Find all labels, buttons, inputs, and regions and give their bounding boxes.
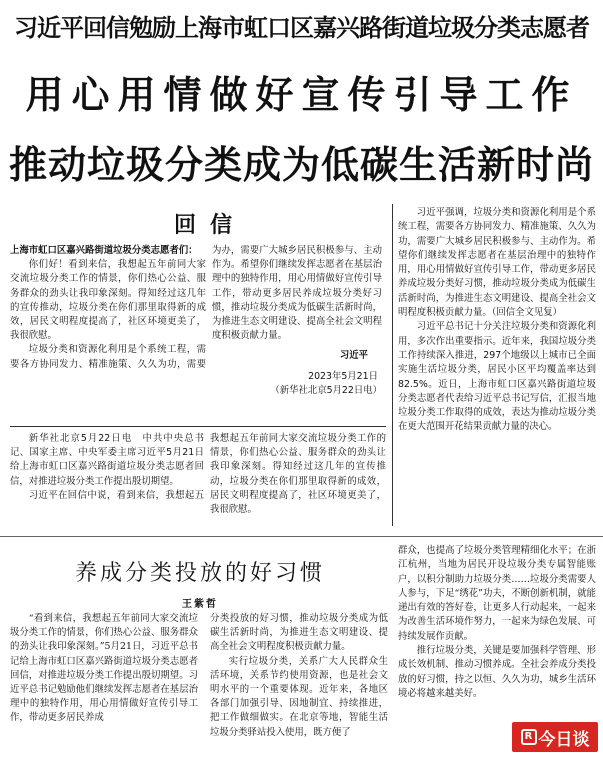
- letter-dateline: （新华社北京5月22日电）: [270, 384, 382, 396]
- letter-paragraph-continued: 为办，需要广大城乡居民积极参与、主动作为。希望你们继续发挥志愿者在基层治理中的独特作用，用心用情做好宣传引导工作，带动更多居民养成垃圾分类好习惯，推动垃圾分类成为低碳生活新时尚，为推进生态文明建设、提高全社会文明程度积极贡献力量。: [212, 245, 382, 342]
- commentary-paragraph: “看到来信，我想起五年前同大家交流垃圾分类工作的情景，你们热心公益、服务群众的劲头让我印象深刻。”5月21日，习近平总书记给上海市虹口区嘉兴路街道垃圾分类志愿者回信，对推进垃圾分类工作提出殷切期望。习近平总书记勉励他们继续发挥志愿者在基层治理中的独特作用，用心用情做好宣传引导工作，带动更多居民养成: [10, 613, 198, 724]
- letter-title: 回信: [173, 212, 246, 238]
- kicker-headline: 习近平回信勉励上海市虹口区嘉兴路街道垃圾分类志愿者: [14, 14, 589, 42]
- divider-vertical: [392, 204, 393, 526]
- divider-horizontal: [10, 426, 386, 427]
- commentary-col3: [398, 544, 596, 720]
- commentary-author: 王紫哲: [182, 599, 218, 610]
- column-logo: [512, 722, 598, 752]
- letter-salutation: 上海市虹口区嘉兴路街道垃圾分类志愿者们：: [10, 245, 198, 256]
- letter-date: 2023年5月21日: [308, 370, 378, 382]
- commentary-col1: [10, 612, 198, 760]
- news-paragraph: 习近平强调，垃圾分类和资源化利用是个系统工程，需要各方协同发力、精准施策、久久为功，需要广大城乡居民积极参与、主动作为。希望你们继续发挥志愿者在基层治理中的独特作用，用心用情做好宣传引导工作，带动更多居民养成垃圾分类好习惯，推动垃圾分类成为低碳生活新时尚，为推进生态文明建设、提高全社会文明程度积极贡献力量。（回信全文见复）: [398, 207, 596, 319]
- letter-signature: 习近平: [339, 350, 368, 362]
- commentary-paragraph: 推行垃圾分类，关键是要加强科学管理、形成长效机制、推动习惯养成。全社会养成分类投放的好习惯，持之以恒、久久为功，城乡生活环境必将越来越美好。: [398, 645, 596, 699]
- r-logo-icon: R: [521, 729, 537, 745]
- letter-column-mid: [212, 244, 382, 398]
- divider-horizontal: [0, 536, 603, 537]
- column-logo-text: 今日谈: [538, 729, 590, 750]
- news-column-right: [398, 206, 596, 435]
- commentary-paragraph: 群众，也提高了垃圾分类管理精细化水平；在浙江杭州，当地为居民开设垃圾分类专属智能账户，以积分制助力垃圾分类……垃圾分类需要人人参与，下足“绣花”功夫，不断创新机制，就能递出有效的答好卷，让更多人行动起来，一起来为改善生活环境作努力，一起来为绿色发展、可持续发展作贡献。: [398, 545, 596, 642]
- news-continued-column: [210, 432, 386, 517]
- main-headline-line2: 推动垃圾分类成为低碳生活新时尚: [8, 143, 594, 187]
- main-headline-line1: 用心用情做好宣传引导工作: [25, 73, 578, 117]
- news-lead: 新华社北京5月22日电 中共中央总书记、国家主席、中央军委主席习近平5月21日给上海市虹口区嘉兴路街道垃圾分类志愿者回信，对推进垃圾分类工作提出殷切期望。: [10, 433, 204, 487]
- commentary-title: 养成分类投放的好习惯: [74, 561, 325, 586]
- news-paragraph: 习近平在回信中说，看到来信，我想起五: [28, 489, 204, 501]
- news-lead-column: [10, 432, 204, 503]
- news-paragraph: 习近平总书记十分关注垃圾分类和资源化利用，多次作出重要指示。近年来，我国垃圾分类工作持续深入推进，297个地级以上城市已全面实施生活垃圾分类，居民小区平均覆盖率达到82.5%。近日，上海市虹口区嘉兴路街道垃圾分类志愿者代表给习近平总书记写信，汇报当地垃圾分类工作取得的成效，表达为推动垃圾分类在更大范围开花结果贡献力量的决心。: [398, 321, 596, 433]
- commentary-paragraph: 分类投放的好习惯，推动垃圾分类成为低碳生活新时尚，为推进生态文明建设、提高全社会文明程度积极贡献力量。: [210, 613, 388, 653]
- news-paragraph-continued: 我想起五年前同大家交流垃圾分类工作的情景，你们热心公益、服务群众的劲头让我印象深刻。得知经过这几年的宣传推动，垃圾分类在你们那里取得新的成效，居民文明程度提高了，社区环境更美了，我很欣慰。: [210, 433, 386, 516]
- letter-paragraph: 你们好！看到来信，我想起五年前同大家交流垃圾分类工作的情景，你们热心公益、服务群众的劲头让我印象深刻。得知经过这几年的宣传推动，垃圾分类在你们那里取得新的成效，居民文明程度提高了，社区环境更美了，我很欣慰。: [10, 259, 206, 342]
- commentary-paragraph: 实行垃圾分类，关系广大人民群众生活环境，关系节约使用资源，也是社会文明水平的一个重要体现。近年来，各地区各部门加强引导、因地制宜、持续推进，把工作做细做实。在北京等地，智能生活垃圾分类驿站投入使用，既方便了: [210, 655, 388, 738]
- letter-paragraph: 垃圾分类和资源化利用是个系统工程，需要各方协同发力、精准施策、久久为功，需要: [10, 344, 206, 370]
- letter-column-left: [10, 244, 206, 371]
- commentary-col2: [210, 612, 388, 760]
